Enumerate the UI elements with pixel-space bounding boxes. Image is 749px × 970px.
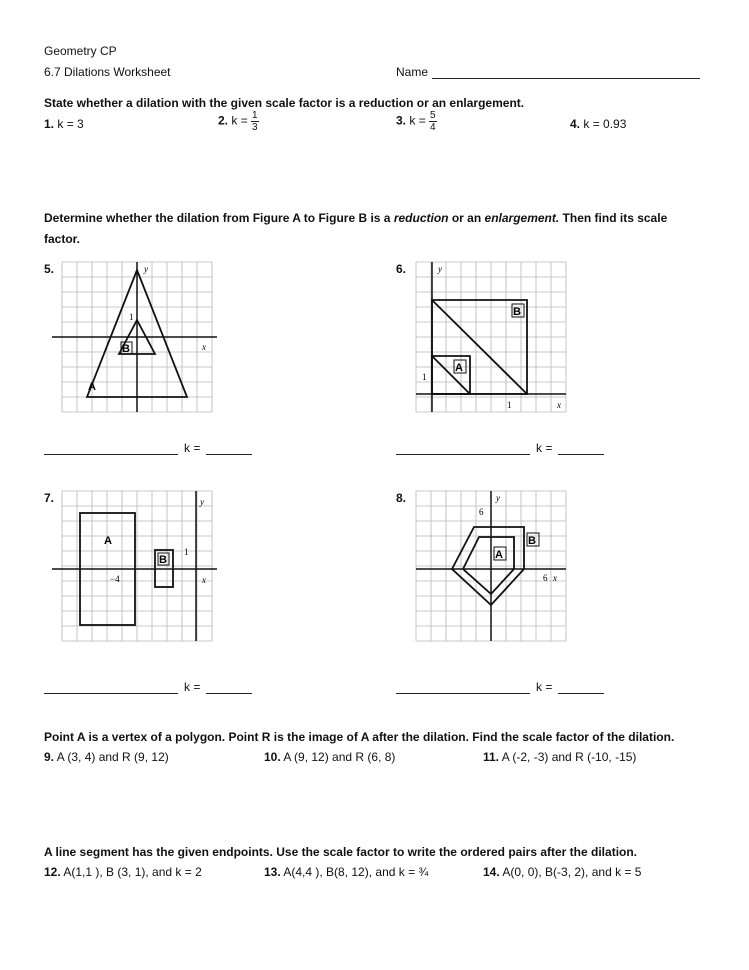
problem-text: A (3, 4) and R (9, 12) bbox=[56, 750, 169, 764]
problem-2 bbox=[218, 110, 259, 133]
tick-x: 1 bbox=[507, 400, 512, 410]
label-x: x bbox=[557, 400, 561, 410]
problem-text: k = 3 bbox=[57, 117, 84, 131]
problem-7-number: 7. bbox=[44, 491, 55, 505]
label-b: B bbox=[122, 343, 130, 355]
problem-4 bbox=[570, 117, 626, 131]
k-label-6: k = bbox=[536, 441, 553, 455]
problem-number: 2. bbox=[218, 113, 229, 128]
label-a: A bbox=[455, 362, 463, 374]
label-b: B bbox=[159, 554, 167, 566]
label-b: B bbox=[528, 535, 536, 547]
problem-text: A (9, 12) and R (6, 8) bbox=[283, 750, 396, 764]
label-y: y bbox=[144, 264, 148, 274]
fraction-numerator: 5 bbox=[430, 110, 436, 121]
fraction-denominator: 3 bbox=[252, 122, 258, 133]
instruction-text: or an bbox=[448, 211, 485, 225]
tick-six-x: 6 bbox=[543, 573, 548, 583]
problem-3 bbox=[396, 110, 437, 133]
tick-label: 1 bbox=[184, 547, 189, 557]
problem-5-number: 5. bbox=[44, 262, 55, 276]
section4-instruction: A line segment has the given endpoints. Use the scale factor to write the ordered pairs after the dilation. bbox=[44, 845, 638, 859]
label-a: A bbox=[104, 535, 112, 547]
label-x: x bbox=[202, 575, 206, 585]
grid bbox=[416, 262, 566, 412]
label-a: A bbox=[495, 549, 503, 561]
problem-prefix: k = bbox=[409, 113, 426, 128]
answer-8-k[interactable] bbox=[558, 693, 604, 694]
problem-1 bbox=[44, 117, 84, 131]
instruction-emphasis: enlargement. bbox=[484, 211, 560, 225]
fraction bbox=[251, 110, 259, 133]
section3-instruction: Point A is a vertex of a polygon. Point R is the image of A after the dilation. Find the scale factor of the dilation. bbox=[44, 730, 675, 744]
instruction-text: Then find its scale bbox=[559, 211, 668, 225]
problem-9 bbox=[44, 750, 169, 764]
course-title: Geometry CP bbox=[44, 44, 117, 58]
instruction-emphasis: reduction bbox=[393, 211, 449, 225]
graph-6 bbox=[416, 262, 566, 412]
answer-5-k[interactable] bbox=[206, 454, 252, 455]
problem-number: 1. bbox=[44, 117, 55, 131]
fraction-numerator: 1 bbox=[252, 110, 258, 121]
k-label-8: k = bbox=[536, 680, 553, 694]
problem-number: 13. bbox=[264, 865, 281, 879]
answer-8-type[interactable] bbox=[396, 693, 530, 694]
label-y: y bbox=[200, 497, 204, 507]
problem-11 bbox=[483, 750, 636, 764]
problem-number: 12. bbox=[44, 865, 61, 879]
label-x: x bbox=[202, 342, 206, 352]
problem-number: 10. bbox=[264, 750, 281, 764]
answer-7-k[interactable] bbox=[206, 693, 252, 694]
label-b: B bbox=[513, 306, 521, 318]
graph-7 bbox=[62, 491, 212, 641]
section1-instruction: State whether a dilation with the given scale factor is a reduction or an enlargement. bbox=[44, 96, 525, 110]
graph-8 bbox=[416, 491, 566, 641]
problem-number: 4. bbox=[570, 117, 581, 131]
problem-number: 14. bbox=[483, 865, 500, 879]
problem-number: 11. bbox=[483, 750, 500, 764]
fraction bbox=[429, 110, 437, 133]
problem-8-number: 8. bbox=[396, 491, 407, 505]
problem-text: k = 0.93 bbox=[583, 117, 627, 131]
name-line[interactable] bbox=[432, 78, 700, 79]
problem-number: 9. bbox=[44, 750, 55, 764]
answer-7-type[interactable] bbox=[44, 693, 178, 694]
problem-prefix: k = bbox=[231, 113, 248, 128]
k-label-5: k = bbox=[184, 441, 201, 455]
label-y: y bbox=[438, 264, 442, 274]
name-label: Name bbox=[396, 65, 429, 79]
tick-label: 1 bbox=[129, 312, 134, 322]
problem-text: A(1,1 ), B (3, 1), and k = 2 bbox=[63, 865, 202, 879]
neg-tick-label: −4 bbox=[110, 574, 120, 584]
graph-5 bbox=[62, 262, 212, 412]
problem-text: A(4,4 ), B(8, 12), and k = ¾ bbox=[283, 865, 429, 879]
label-a: A bbox=[88, 381, 96, 393]
problem-6-number: 6. bbox=[396, 262, 407, 276]
problem-10 bbox=[264, 750, 395, 764]
problem-12 bbox=[44, 865, 202, 879]
section2-instruction bbox=[44, 211, 667, 225]
problem-13 bbox=[264, 865, 428, 879]
k-label-7: k = bbox=[184, 680, 201, 694]
problem-text: A (-2, -3) and R (-10, -15) bbox=[501, 750, 637, 764]
problem-14 bbox=[483, 865, 641, 879]
answer-5-type[interactable] bbox=[44, 454, 178, 455]
tick-y: 1 bbox=[422, 372, 427, 382]
instruction-text: Determine whether the dilation from Figure A to Figure B is a bbox=[44, 211, 394, 225]
worksheet-title: 6.7 Dilations Worksheet bbox=[44, 65, 171, 79]
fraction-denominator: 4 bbox=[430, 122, 436, 133]
label-x: x bbox=[553, 573, 557, 583]
section2-instruction-line2: factor. bbox=[44, 232, 81, 246]
problem-number: 3. bbox=[396, 113, 407, 128]
label-y: y bbox=[496, 493, 500, 503]
answer-6-type[interactable] bbox=[396, 454, 530, 455]
tick-six-y: 6 bbox=[479, 507, 484, 517]
answer-6-k[interactable] bbox=[558, 454, 604, 455]
problem-text: A(0, 0), B(-3, 2), and k = 5 bbox=[502, 865, 642, 879]
